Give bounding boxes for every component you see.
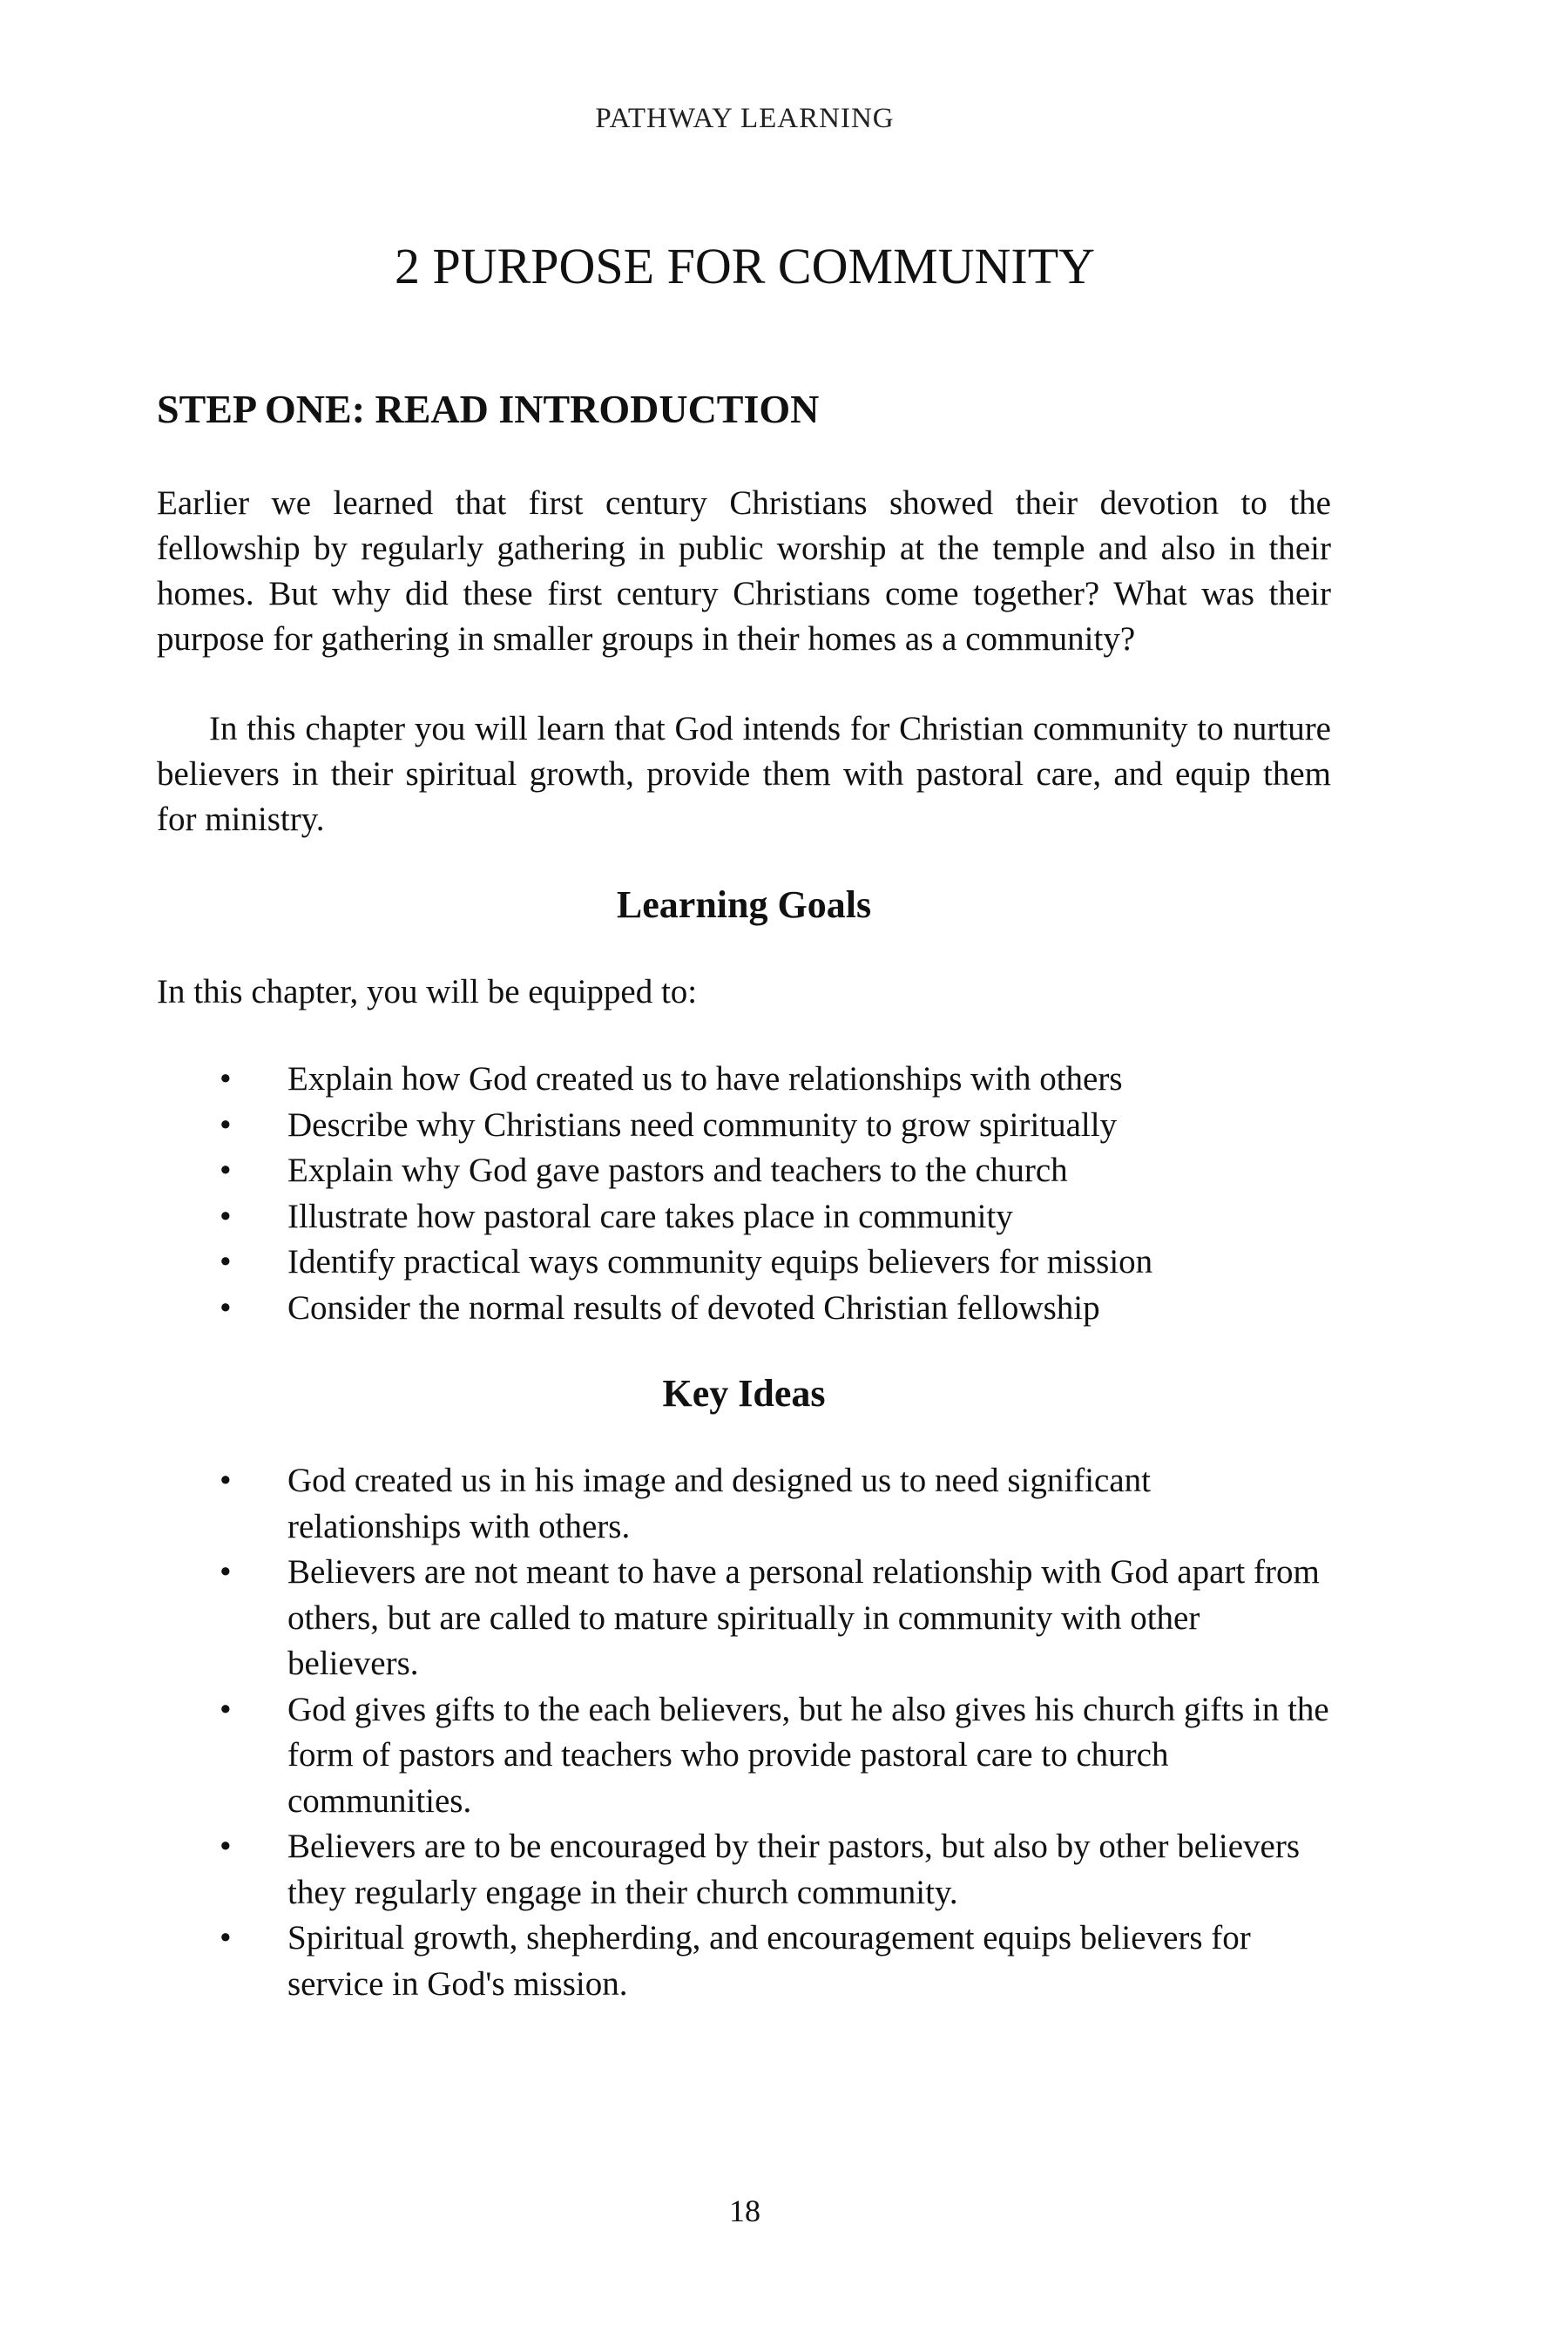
- bullet-icon: •: [220, 1288, 232, 1327]
- bullet-icon: •: [220, 1690, 232, 1728]
- learning-goals-intro: In this chapter, you will be equipped to:: [157, 973, 698, 1010]
- learning-goal-item: [157, 1194, 1331, 1240]
- learning-goal-text: Explain how God created us to have relationships with others: [287, 1060, 1123, 1098]
- bullet-icon: •: [220, 1060, 232, 1098]
- bullet-icon: •: [220, 1105, 232, 1144]
- learning-goal-text: Explain why God gave pastors and teachers to the church: [287, 1152, 1068, 1189]
- intro-paragraph-1: Earlier we learned that first century Christians showed their devotion to the fellowship by regularly gathering in public worship at the temple and also in their homes. But why did these first century Christians come together? What was their purpose for gathering in smaller groups in their homes as a community?: [157, 484, 1331, 658]
- key-ideas-heading: Key Ideas: [662, 1372, 826, 1415]
- key-idea-item: [157, 1916, 1331, 2007]
- key-idea-text: God created us in his image and designed us to need significant relationships with others.: [287, 1462, 1151, 1545]
- intro-paragraph-2: In this chapter you will learn that God intends for Christian community to nurture believers in their spiritual growth, provide them with pastoral care, and equip them for ministry.: [157, 710, 1331, 838]
- key-idea-item: [157, 1824, 1331, 1916]
- learning-goal-text: Consider the normal results of devoted Christian fellowship: [287, 1288, 1100, 1327]
- bullet-icon: •: [220, 1152, 232, 1189]
- bullet-icon: •: [220, 1197, 232, 1235]
- key-idea-item: [157, 1687, 1331, 1825]
- learning-goal-item: [157, 1057, 1331, 1103]
- key-idea-text: Believers are to be encouraged by their pastors, but also by other believers they regularly engage in their church community.: [287, 1828, 1301, 1911]
- learning-goal-text: Illustrate how pastoral care takes place in community: [287, 1197, 1013, 1235]
- learning-goals-heading: Learning Goals: [616, 883, 872, 926]
- bullet-icon: •: [220, 1462, 232, 1499]
- learning-goal-text: Describe why Christians need community to grow spiritually: [287, 1105, 1118, 1144]
- bullet-icon: •: [220, 1243, 232, 1281]
- key-idea-item: [157, 1550, 1331, 1687]
- learning-goals-list: [157, 1057, 1331, 1331]
- key-idea-text: Believers are not meant to have a personal relationship with God apart from others, but are called to mature spiritually in community with other believers.: [287, 1553, 1320, 1682]
- chapter-title: 2 PURPOSE FOR COMMUNITY: [394, 238, 1096, 294]
- step-one-heading: STEP ONE: READ INTRODUCTION: [157, 387, 820, 431]
- learning-goal-item: [157, 1286, 1331, 1332]
- key-idea-item: [157, 1458, 1331, 1550]
- bullet-icon: •: [220, 1919, 232, 1957]
- learning-goal-item: [157, 1103, 1331, 1149]
- page-content: [157, 383, 1331, 2007]
- key-ideas-list: [157, 1458, 1331, 2007]
- page-number: 18: [729, 2193, 760, 2228]
- learning-goal-item: [157, 1240, 1331, 1286]
- key-idea-text: God gives gifts to the each believers, but he also gives his church gifts in the form of pastors and teachers who provide pastoral care to church communities.: [287, 1690, 1329, 1820]
- key-idea-text: Spiritual growth, shepherding, and encouragement equips believers for service in God's mission.: [287, 1919, 1251, 2003]
- bullet-icon: •: [220, 1553, 232, 1591]
- bullet-icon: •: [220, 1828, 232, 1865]
- learning-goal-text: Identify practical ways community equips believers for mission: [287, 1243, 1153, 1281]
- running-header: PATHWAY LEARNING: [595, 103, 895, 134]
- learning-goal-item: [157, 1148, 1331, 1194]
